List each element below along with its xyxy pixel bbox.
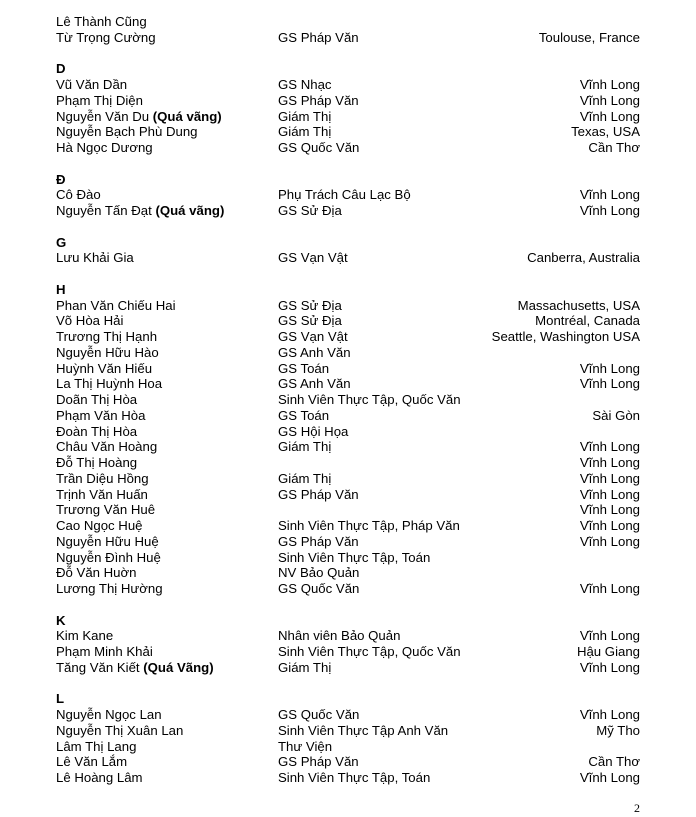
directory-row [0, 250, 696, 266]
person-role: GS Anh Văn [278, 376, 351, 392]
person-role: GS Pháp Văn [278, 486, 359, 502]
person-name: Lê Thành Cũng [56, 14, 147, 29]
person-name: Lâm Thị Lang [56, 738, 137, 754]
person-name-cell [56, 250, 134, 266]
person-role: Sinh Viên Thực Tập, Quốc Văn [278, 392, 461, 407]
section-letter: Đ [56, 171, 66, 187]
directory-row [0, 550, 696, 566]
person-name-cell [56, 550, 161, 566]
person-role: GS Sử Địa [278, 203, 342, 218]
directory-row [0, 707, 696, 723]
person-name: Lê Văn Lắm [56, 754, 128, 770]
person-role: GS Vạn Vật [278, 329, 348, 344]
person-role: GS Pháp Văn [278, 29, 359, 45]
section-letter: G [56, 234, 67, 250]
person-name-cell [56, 424, 137, 440]
person-name: Hà Ngọc Dương [56, 140, 153, 155]
directory-row [0, 313, 696, 329]
person-name-cell [56, 298, 176, 314]
person-location: Canberra, Australia [527, 250, 640, 266]
person-name: Cao Ngọc Huệ [56, 518, 143, 533]
person-name-cell [56, 329, 157, 345]
directory-row [0, 455, 696, 471]
person-name: Trương Thị Hạnh [56, 329, 158, 344]
person-name-cell [56, 361, 152, 377]
person-name-cell [56, 644, 153, 660]
directory-row [0, 628, 696, 644]
person-name-cell [56, 376, 162, 392]
person-location: Sài Gòn [592, 407, 640, 423]
person-name-cell [56, 408, 145, 424]
person-name-cell [56, 124, 198, 140]
person-location: Vĩnh Long [579, 770, 640, 785]
person-name: Võ Hòa Hải [56, 313, 124, 329]
person-name-cell [56, 14, 147, 30]
person-name: Từ Trọng Cường [56, 29, 156, 45]
person-name-cell [56, 660, 214, 676]
person-name-cell [56, 471, 149, 487]
person-role: GS Pháp Văn [278, 754, 359, 770]
person-name: Phạm Văn Hòa [56, 407, 146, 423]
person-role: GS Quốc Văn [278, 707, 360, 722]
directory-row [0, 487, 696, 503]
section-heading [0, 61, 696, 77]
person-name: Nguyễn Đình Huệ [56, 549, 161, 565]
person-location: Toulouse, France [538, 29, 640, 45]
person-name-cell [56, 518, 143, 534]
person-role: GS Sử Địa [278, 313, 342, 329]
person-name-cell [56, 109, 222, 125]
section-heading [0, 172, 696, 188]
directory-row [0, 754, 696, 770]
person-location: Vĩnh Long [579, 628, 640, 644]
person-name-cell [56, 392, 137, 408]
directory-row [0, 660, 696, 676]
person-name: Doãn Thị Hòa [56, 392, 138, 407]
person-role: Giám Thị [278, 108, 332, 124]
person-location: Vĩnh Long [579, 360, 640, 376]
staff-directory [0, 14, 696, 786]
directory-row [0, 581, 696, 597]
directory-row [0, 723, 696, 739]
deceased-note: (Quá Vãng) [143, 659, 214, 675]
section-heading [0, 613, 696, 629]
section-heading [0, 282, 696, 298]
directory-row [0, 770, 696, 786]
section-spacer [0, 219, 696, 235]
person-location: Vĩnh Long [579, 486, 640, 502]
person-name: Phạm Minh Khải [56, 644, 153, 659]
person-role: Giám Thị [278, 659, 332, 675]
person-location: Vĩnh Long [579, 707, 640, 722]
person-name-cell [56, 203, 224, 219]
person-name-cell [56, 565, 137, 581]
section-heading [0, 691, 696, 707]
person-role: Nhân viên Bảo Quản [278, 628, 401, 644]
person-name: Lương Thị Hường [56, 581, 163, 596]
person-role: Giám Thị [278, 439, 332, 455]
person-location: Vĩnh Long [579, 470, 640, 486]
person-location: Cần Thơ [588, 140, 640, 155]
person-name: Nguyễn Hữu Hào [56, 344, 159, 360]
directory-row [0, 565, 696, 581]
directory-row [0, 534, 696, 550]
person-location: Vĩnh Long [579, 376, 640, 392]
person-name-cell [56, 739, 136, 755]
section-letter: L [56, 691, 65, 707]
person-role: Sinh Viên Thực Tập Anh Văn [278, 722, 449, 738]
person-name-cell [56, 313, 123, 329]
person-role: GS Hội Họa [278, 423, 349, 439]
directory-row [0, 30, 696, 46]
person-location: Vĩnh Long [579, 108, 640, 124]
person-name-cell [56, 93, 143, 109]
directory-row [0, 140, 696, 156]
person-name: Cô Đào [56, 187, 101, 203]
person-location: Mỹ Tho [596, 722, 640, 738]
person-name: Đoàn Thị Hòa [56, 423, 138, 439]
person-role: Giám Thị [278, 124, 332, 140]
person-role: GS Nhạc [278, 77, 332, 92]
directory-row [0, 109, 696, 125]
person-role: GS Sử Địa [278, 297, 342, 313]
person-location: Hậu Giang [576, 644, 640, 659]
person-role: GS Pháp Văn [278, 92, 359, 108]
directory-row [0, 392, 696, 408]
person-name-cell [56, 502, 155, 518]
person-name: Kim Kane [56, 628, 114, 644]
person-name: Châu Văn Hoàng [56, 439, 158, 455]
person-name: Nguyễn Tấn Đạt [56, 203, 152, 218]
person-name-cell [56, 723, 183, 739]
person-name: Đỗ Thị Hoàng [56, 455, 138, 470]
person-name: Lê Hoàng Lâm [56, 770, 143, 785]
person-role: GS Vạn Vật [278, 250, 348, 266]
directory-row [0, 14, 696, 30]
directory-row [0, 203, 696, 219]
directory-row [0, 644, 696, 660]
person-role: Sinh Viên Thực Tập, Quốc Văn [278, 644, 461, 659]
section-letter: K [56, 612, 66, 628]
person-name: Lưu Khải Gia [56, 250, 134, 266]
section-heading [0, 235, 696, 251]
person-location: Texas, USA [571, 124, 640, 140]
person-location: Vĩnh Long [579, 455, 640, 470]
person-name-cell [56, 628, 113, 644]
person-name: Tăng Văn Kiết [56, 659, 140, 675]
person-role: Sinh Viên Thực Tập, Pháp Văn [278, 518, 460, 533]
directory-row [0, 376, 696, 392]
person-name: Trương Văn Huê [56, 502, 156, 518]
person-location: Vĩnh Long [579, 439, 640, 455]
person-name: Nguyễn Thị Xuân Lan [56, 722, 184, 738]
person-location: Vĩnh Long [579, 659, 640, 675]
person-role: GS Pháp Văn [278, 533, 359, 549]
person-name-cell [56, 140, 153, 156]
directory-row [0, 471, 696, 487]
person-name: Nguyễn Bạch Phù Dung [56, 124, 198, 140]
directory-row [0, 518, 696, 534]
person-name-cell [56, 455, 137, 471]
section-letter: D [56, 61, 66, 77]
directory-row [0, 124, 696, 140]
person-name-cell [56, 754, 127, 770]
person-name: Phạm Thị Diện [56, 92, 143, 108]
directory-row [0, 345, 696, 361]
person-role: Sinh Viên Thực Tập, Toán [278, 549, 431, 565]
directory-row [0, 424, 696, 440]
person-name: Nguyễn Hữu Huệ [56, 533, 159, 549]
section-spacer [0, 597, 696, 613]
person-name: Huỳnh Văn Hiếu [56, 360, 153, 376]
directory-row [0, 408, 696, 424]
person-name: Đỗ Văn Huờn [56, 565, 137, 581]
section-spacer [0, 46, 696, 62]
person-location: Vĩnh Long [579, 92, 640, 108]
person-name: La Thị Huỳnh Hoa [56, 376, 163, 392]
directory-row [0, 361, 696, 377]
deceased-note: (Quá vãng) [155, 203, 225, 218]
person-name: Trịnh Văn Huấn [56, 486, 148, 502]
person-location: Vĩnh Long [579, 533, 640, 549]
person-name: Phan Văn Chiếu Hai [56, 297, 176, 313]
directory-row [0, 93, 696, 109]
person-role: GS Quốc Văn [278, 140, 360, 155]
person-role: GS Toán [278, 360, 330, 376]
person-location: Vĩnh Long [579, 518, 640, 533]
person-name: Nguyễn Văn Du [56, 108, 150, 124]
directory-row [0, 502, 696, 518]
person-role: GS Anh Văn [278, 344, 351, 360]
directory-row [0, 439, 696, 455]
person-location: Seattle, Washington USA [491, 329, 640, 344]
person-name-cell [56, 487, 148, 503]
person-location: Montréal, Canada [535, 313, 640, 329]
person-location: Cần Thơ [588, 754, 640, 770]
person-name-cell [56, 534, 159, 550]
page-number: 2 [634, 801, 640, 815]
person-name-cell [56, 30, 156, 46]
person-name-cell [56, 770, 143, 786]
person-name-cell [56, 345, 159, 361]
section-spacer [0, 266, 696, 282]
person-name-cell [56, 77, 127, 93]
section-letter: H [56, 281, 66, 297]
directory-row [0, 739, 696, 755]
person-role: GS Quốc Văn [278, 581, 360, 596]
person-role: Giám Thị [278, 470, 332, 486]
person-location: Vĩnh Long [579, 502, 640, 518]
person-name-cell [56, 187, 101, 203]
person-role: NV Bảo Quản [278, 565, 360, 581]
person-location: Massachusetts, USA [517, 297, 640, 313]
person-role: Phụ Trách Câu Lạc Bộ [278, 187, 411, 203]
directory-row [0, 298, 696, 314]
directory-row [0, 187, 696, 203]
person-location: Vĩnh Long [579, 203, 640, 218]
person-role: Sinh Viên Thực Tập, Toán [278, 770, 431, 785]
person-name: Trần Diệu Hồng [56, 470, 149, 486]
directory-row [0, 77, 696, 93]
person-name-cell [56, 581, 163, 597]
person-role: Thư Viện [278, 738, 333, 754]
directory-row [0, 329, 696, 345]
deceased-note: (Quá vãng) [152, 108, 222, 124]
person-location: Vĩnh Long [579, 187, 640, 203]
person-name-cell [56, 707, 162, 723]
person-name: Nguyễn Ngọc Lan [56, 707, 162, 722]
person-location: Vĩnh Long [579, 77, 640, 92]
person-role: GS Toán [278, 407, 330, 423]
person-location: Vĩnh Long [579, 581, 640, 596]
person-name: Vũ Văn Dần [56, 77, 128, 92]
section-spacer [0, 156, 696, 172]
section-spacer [0, 676, 696, 692]
person-name-cell [56, 439, 157, 455]
